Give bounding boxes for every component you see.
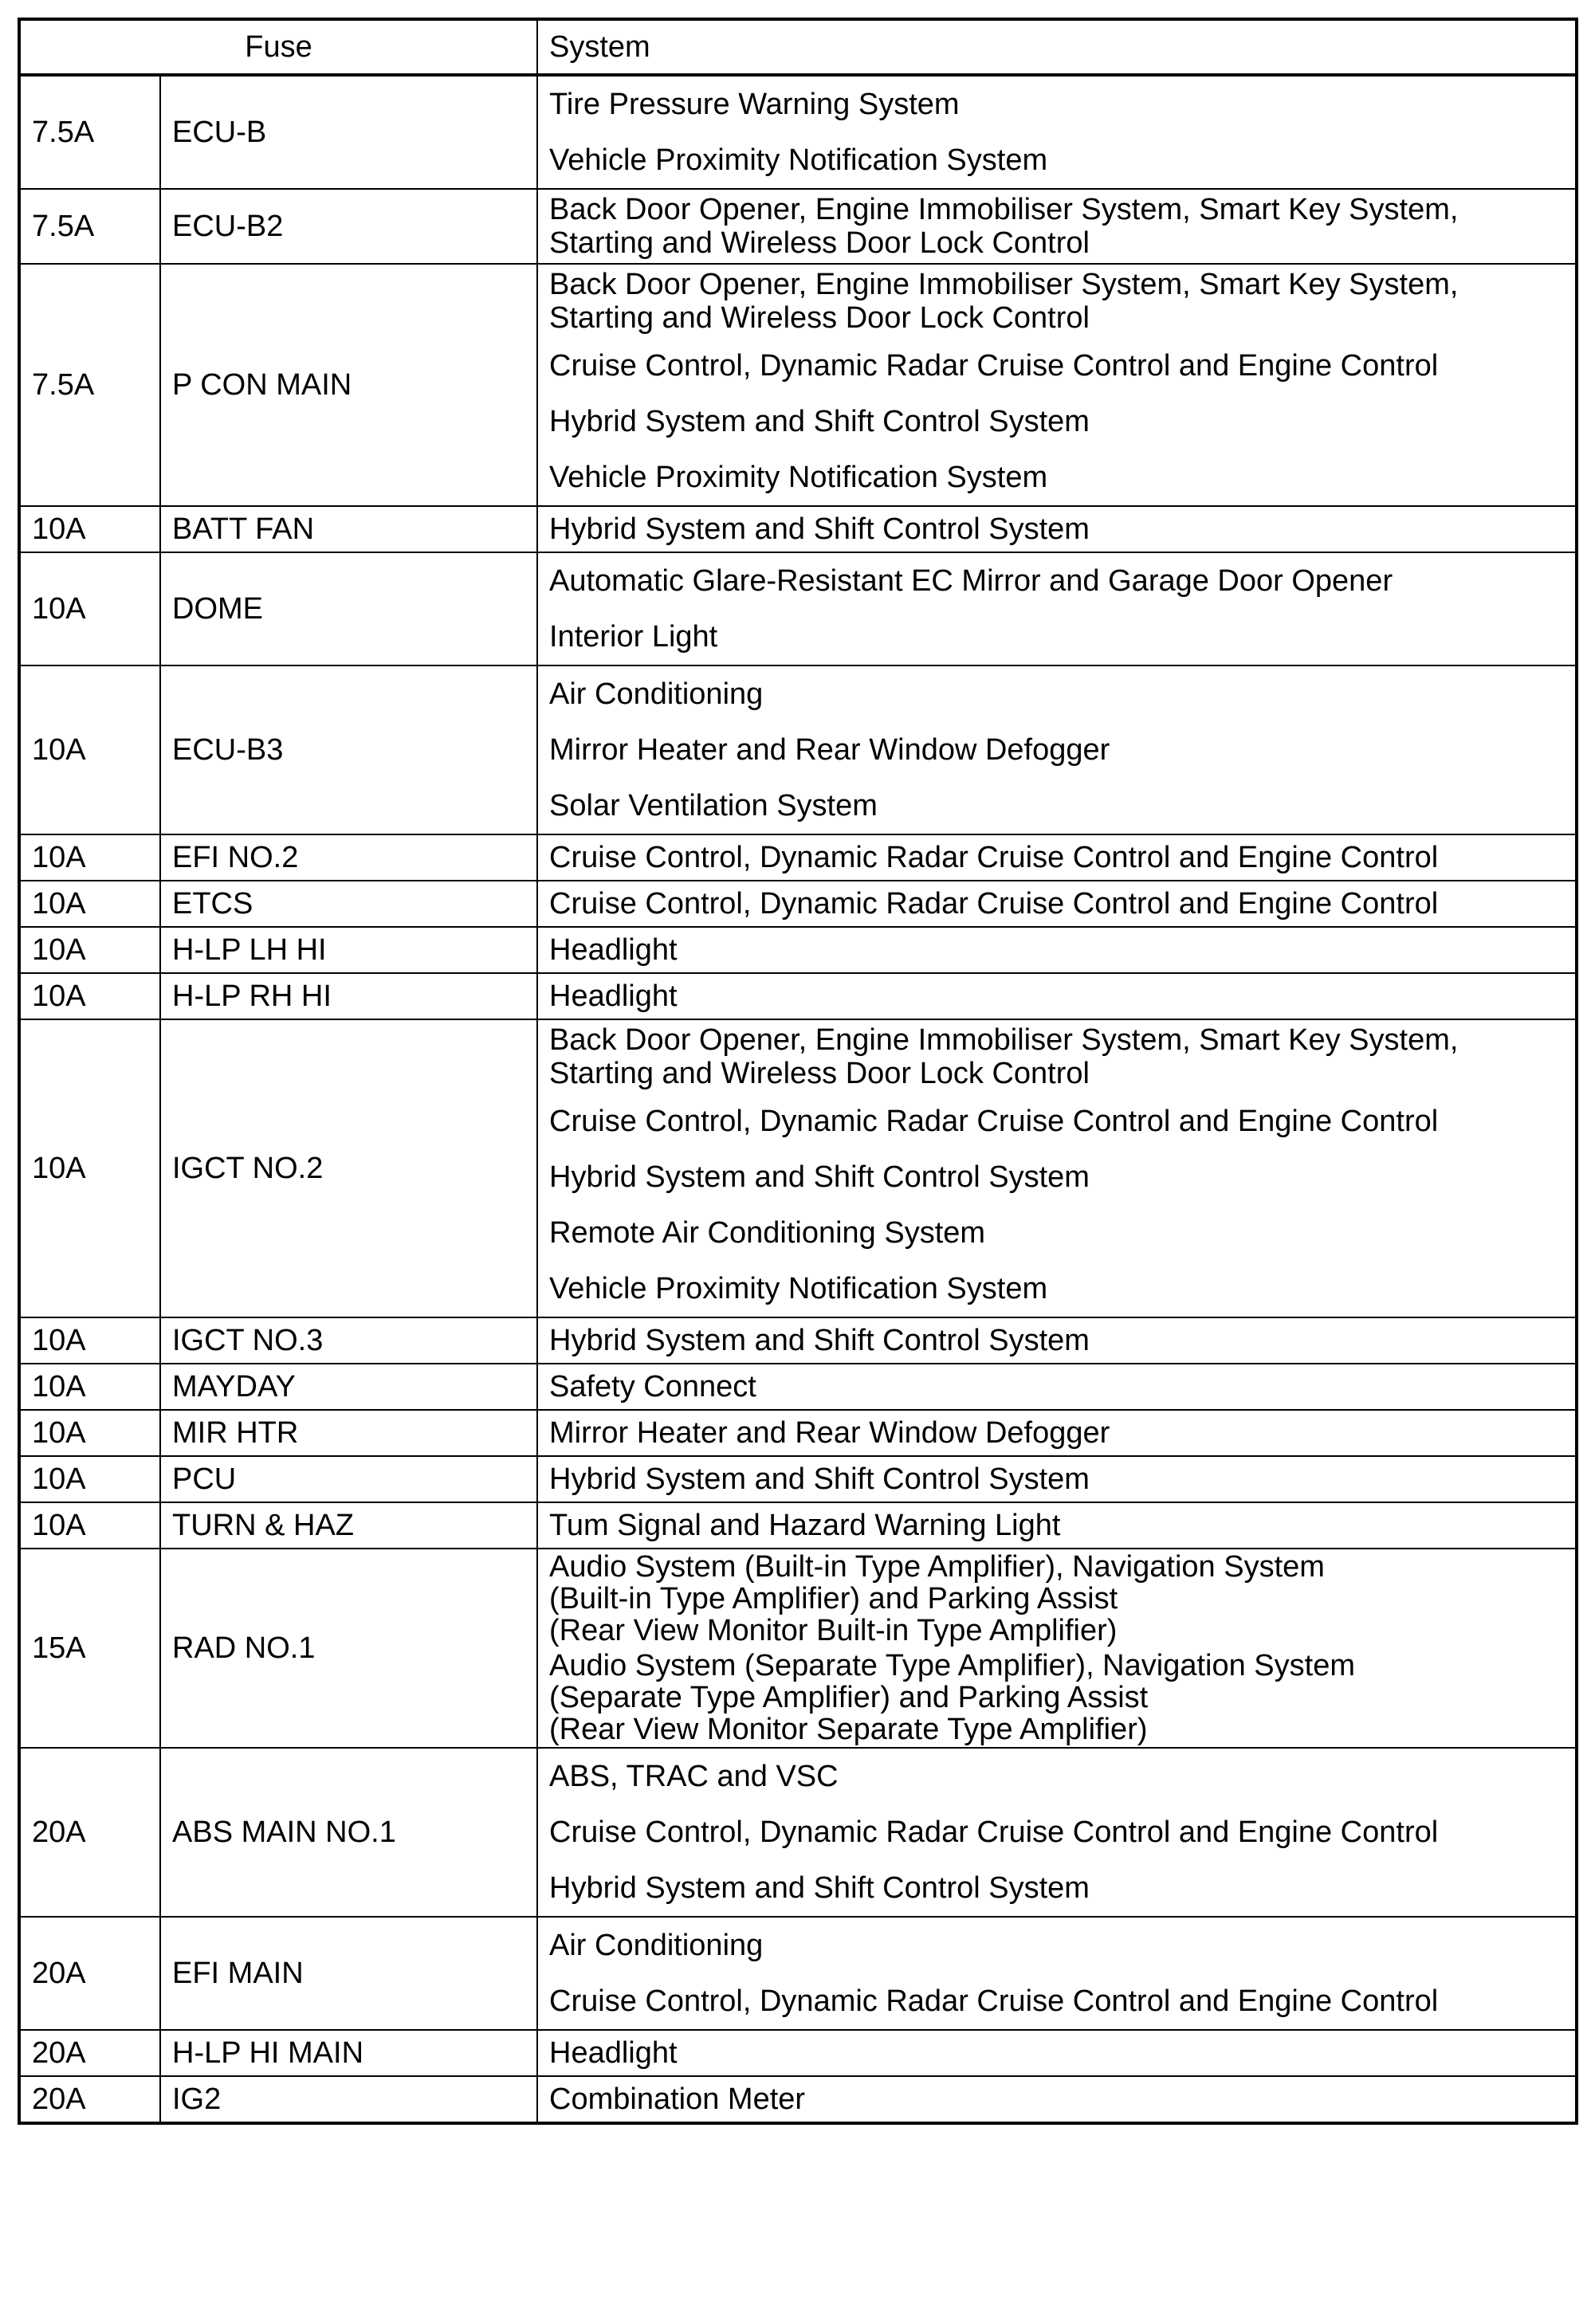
fuse-amperage: 10A bbox=[19, 1410, 160, 1456]
fuse-amperage: 10A bbox=[19, 1456, 160, 1502]
fuse-amperage: 10A bbox=[19, 1502, 160, 1549]
system-entry bbox=[549, 1093, 1564, 1149]
system-entry bbox=[549, 835, 1564, 880]
system-entry bbox=[549, 1804, 1564, 1860]
fuse-systems bbox=[537, 75, 1577, 189]
table-row bbox=[19, 1748, 1577, 1917]
fuse-amperage: 10A bbox=[19, 1019, 160, 1317]
fuse-amperage: 10A bbox=[19, 834, 160, 881]
system-line: Air Conditioning bbox=[549, 1929, 764, 1962]
system-line: Cruise Control, Dynamic Radar Cruise Control and Engine Control bbox=[549, 1816, 1439, 1849]
system-entry bbox=[549, 778, 1564, 834]
system-line: Mirror Heater and Rear Window Defogger bbox=[549, 1416, 1110, 1450]
fuse-systems bbox=[537, 1502, 1577, 1549]
fuse-name: MAYDAY bbox=[160, 1364, 537, 1410]
system-entry bbox=[549, 2031, 1564, 2075]
system-line: Headlight bbox=[549, 933, 678, 967]
fuse-name: P CON MAIN bbox=[160, 264, 537, 506]
system-entry bbox=[549, 722, 1564, 778]
system-entry bbox=[549, 1205, 1564, 1261]
system-column-header: System bbox=[537, 19, 1577, 75]
fuse-name: DOME bbox=[160, 552, 537, 665]
fuse-name: H-LP LH HI bbox=[160, 927, 537, 973]
system-line: Remote Air Conditioning System bbox=[549, 1216, 986, 1250]
system-line: Back Door Opener, Engine Immobiliser System, Smart Key System, bbox=[549, 268, 1459, 301]
system-line: Audio System (Built-in Type Amplifier), Navigation System bbox=[549, 1550, 1325, 1584]
fuse-systems bbox=[537, 834, 1577, 881]
fuse-name: MIR HTR bbox=[160, 1410, 537, 1456]
fuse-systems bbox=[537, 1748, 1577, 1917]
fuse-name: BATT FAN bbox=[160, 506, 537, 552]
header-row bbox=[19, 19, 1577, 75]
fuse-systems bbox=[537, 881, 1577, 927]
fuse-amperage: 10A bbox=[19, 665, 160, 834]
fuse-systems bbox=[537, 1364, 1577, 1410]
system-line: Combination Meter bbox=[549, 2083, 806, 2116]
fuse-name: PCU bbox=[160, 1456, 537, 1502]
table-row bbox=[19, 1410, 1577, 1456]
fuse-amperage: 7.5A bbox=[19, 264, 160, 506]
table-row bbox=[19, 2030, 1577, 2076]
system-line: Back Door Opener, Engine Immobiliser System, Smart Key System, bbox=[549, 193, 1459, 226]
system-line: Vehicle Proximity Notification System bbox=[549, 143, 1048, 177]
fuse-name: H-LP RH HI bbox=[160, 973, 537, 1019]
system-line: Hybrid System and Shift Control System bbox=[549, 1324, 1090, 1357]
system-entry bbox=[549, 1411, 1564, 1455]
fuse-systems bbox=[537, 927, 1577, 973]
system-entry bbox=[549, 553, 1564, 609]
system-line: (Rear View Monitor Built-in Type Amplifier) bbox=[549, 1614, 1118, 1647]
fuse-amperage: 10A bbox=[19, 506, 160, 552]
system-line: Hybrid System and Shift Control System bbox=[549, 512, 1090, 546]
system-line: Headlight bbox=[549, 2036, 678, 2070]
table-row bbox=[19, 973, 1577, 1019]
system-entry bbox=[549, 1549, 1564, 1648]
table-row bbox=[19, 1502, 1577, 1549]
system-entry bbox=[549, 338, 1564, 394]
fuse-name: ECU-B bbox=[160, 75, 537, 189]
system-entry bbox=[549, 1364, 1564, 1409]
system-entry bbox=[549, 132, 1564, 188]
system-entry bbox=[549, 1973, 1564, 2029]
fuse-name: H-LP HI MAIN bbox=[160, 2030, 537, 2076]
system-line: Automatic Glare-Resistant EC Mirror and Garage Door Opener bbox=[549, 564, 1393, 598]
system-entry bbox=[549, 1648, 1564, 1747]
system-entry bbox=[549, 1860, 1564, 1916]
system-line: (Rear View Monitor Separate Type Amplifier) bbox=[549, 1713, 1148, 1746]
system-line: Hybrid System and Shift Control System bbox=[549, 405, 1090, 438]
fuse-name: TURN & HAZ bbox=[160, 1502, 537, 1549]
fuse-column-header: Fuse bbox=[19, 19, 537, 75]
system-entry bbox=[549, 609, 1564, 665]
fuse-amperage: 10A bbox=[19, 927, 160, 973]
fuse-table bbox=[18, 18, 1578, 2125]
system-line: Hybrid System and Shift Control System bbox=[549, 1462, 1090, 1496]
system-line: Tum Signal and Hazard Warning Light bbox=[549, 1509, 1061, 1542]
fuse-name: ETCS bbox=[160, 881, 537, 927]
fuse-systems bbox=[537, 1456, 1577, 1502]
fuse-amperage: 15A bbox=[19, 1549, 160, 1748]
system-line: Vehicle Proximity Notification System bbox=[549, 1272, 1048, 1305]
fuse-systems bbox=[537, 189, 1577, 264]
fuse-systems bbox=[537, 1410, 1577, 1456]
system-line: Solar Ventilation System bbox=[549, 789, 878, 822]
fuse-amperage: 20A bbox=[19, 2076, 160, 2123]
system-line: Tire Pressure Warning System bbox=[549, 88, 960, 121]
system-line: Mirror Heater and Rear Window Defogger bbox=[549, 733, 1110, 767]
table-row bbox=[19, 75, 1577, 189]
table-row bbox=[19, 2076, 1577, 2123]
system-line: Starting and Wireless Door Lock Control bbox=[549, 1057, 1090, 1090]
fuse-name: EFI NO.2 bbox=[160, 834, 537, 881]
system-entry bbox=[549, 1749, 1564, 1804]
fuse-name: IGCT NO.3 bbox=[160, 1317, 537, 1364]
fuse-systems bbox=[537, 665, 1577, 834]
fuse-systems bbox=[537, 1549, 1577, 1748]
system-entry bbox=[549, 1503, 1564, 1548]
system-entry bbox=[549, 928, 1564, 972]
fuse-systems bbox=[537, 2030, 1577, 2076]
system-entry bbox=[549, 507, 1564, 552]
table-row bbox=[19, 506, 1577, 552]
system-entry bbox=[549, 1020, 1564, 1093]
fuse-amperage: 20A bbox=[19, 1917, 160, 2030]
system-line: Interior Light bbox=[549, 620, 718, 654]
system-line: Headlight bbox=[549, 979, 678, 1013]
fuse-systems bbox=[537, 1019, 1577, 1317]
fuse-name: ABS MAIN NO.1 bbox=[160, 1748, 537, 1917]
fuse-name: IGCT NO.2 bbox=[160, 1019, 537, 1317]
table-row bbox=[19, 834, 1577, 881]
system-line: Starting and Wireless Door Lock Control bbox=[549, 301, 1090, 335]
system-entry bbox=[549, 1261, 1564, 1317]
fuse-systems bbox=[537, 1317, 1577, 1364]
fuse-systems bbox=[537, 506, 1577, 552]
fuse-amperage: 20A bbox=[19, 1748, 160, 1917]
fuse-systems bbox=[537, 973, 1577, 1019]
fuse-name: ECU-B3 bbox=[160, 665, 537, 834]
table-row bbox=[19, 1549, 1577, 1748]
fuse-amperage: 10A bbox=[19, 1364, 160, 1410]
fuse-systems bbox=[537, 1917, 1577, 2030]
table-row bbox=[19, 1917, 1577, 2030]
fuse-systems bbox=[537, 264, 1577, 506]
fuse-name: ECU-B2 bbox=[160, 189, 537, 264]
fuse-systems bbox=[537, 2076, 1577, 2123]
table-row bbox=[19, 927, 1577, 973]
fuse-name: EFI MAIN bbox=[160, 1917, 537, 2030]
system-line: Back Door Opener, Engine Immobiliser System, Smart Key System, bbox=[549, 1023, 1459, 1057]
table-row bbox=[19, 189, 1577, 264]
fuse-table-body bbox=[19, 75, 1577, 2123]
system-entry bbox=[549, 77, 1564, 132]
table-row bbox=[19, 665, 1577, 834]
fuse-amperage: 7.5A bbox=[19, 75, 160, 189]
fuse-amperage: 10A bbox=[19, 552, 160, 665]
system-line: Vehicle Proximity Notification System bbox=[549, 461, 1048, 494]
table-row bbox=[19, 1019, 1577, 1317]
system-line: ABS, TRAC and VSC bbox=[549, 1760, 839, 1793]
fuse-amperage: 10A bbox=[19, 881, 160, 927]
system-entry bbox=[549, 1918, 1564, 1973]
system-entry bbox=[549, 666, 1564, 722]
system-line: Cruise Control, Dynamic Radar Cruise Control and Engine Control bbox=[549, 349, 1439, 383]
system-line: (Separate Type Amplifier) and Parking Assist bbox=[549, 1681, 1149, 1714]
table-row bbox=[19, 881, 1577, 927]
fuse-amperage: 10A bbox=[19, 1317, 160, 1364]
fuse-systems bbox=[537, 552, 1577, 665]
system-line: Cruise Control, Dynamic Radar Cruise Control and Engine Control bbox=[549, 1105, 1439, 1138]
system-line: Hybrid System and Shift Control System bbox=[549, 1160, 1090, 1194]
system-line: Hybrid System and Shift Control System bbox=[549, 1871, 1090, 1905]
system-entry bbox=[549, 2077, 1564, 2122]
fuse-name: IG2 bbox=[160, 2076, 537, 2123]
table-row bbox=[19, 264, 1577, 506]
system-line: (Built-in Type Amplifier) and Parking Assist bbox=[549, 1582, 1118, 1615]
system-entry bbox=[549, 881, 1564, 926]
system-entry bbox=[549, 449, 1564, 505]
table-row bbox=[19, 1364, 1577, 1410]
system-line: Cruise Control, Dynamic Radar Cruise Control and Engine Control bbox=[549, 887, 1439, 921]
system-entry bbox=[549, 1318, 1564, 1363]
system-entry bbox=[549, 265, 1564, 338]
fuse-amperage: 7.5A bbox=[19, 189, 160, 264]
system-entry bbox=[549, 394, 1564, 449]
system-entry bbox=[549, 974, 1564, 1019]
system-line: Starting and Wireless Door Lock Control bbox=[549, 226, 1090, 260]
system-line: Cruise Control, Dynamic Radar Cruise Control and Engine Control bbox=[549, 1984, 1439, 2018]
system-line: Safety Connect bbox=[549, 1370, 756, 1403]
fuse-name: RAD NO.1 bbox=[160, 1549, 537, 1748]
fuse-amperage: 20A bbox=[19, 2030, 160, 2076]
table-row bbox=[19, 1317, 1577, 1364]
fuse-amperage: 10A bbox=[19, 973, 160, 1019]
system-line: Cruise Control, Dynamic Radar Cruise Control and Engine Control bbox=[549, 841, 1439, 874]
system-line: Audio System (Separate Type Amplifier), Navigation System bbox=[549, 1649, 1355, 1682]
system-entry bbox=[549, 1149, 1564, 1205]
system-entry bbox=[549, 190, 1564, 263]
table-row bbox=[19, 552, 1577, 665]
system-line: Air Conditioning bbox=[549, 677, 764, 711]
table-row bbox=[19, 1456, 1577, 1502]
system-entry bbox=[549, 1457, 1564, 1502]
